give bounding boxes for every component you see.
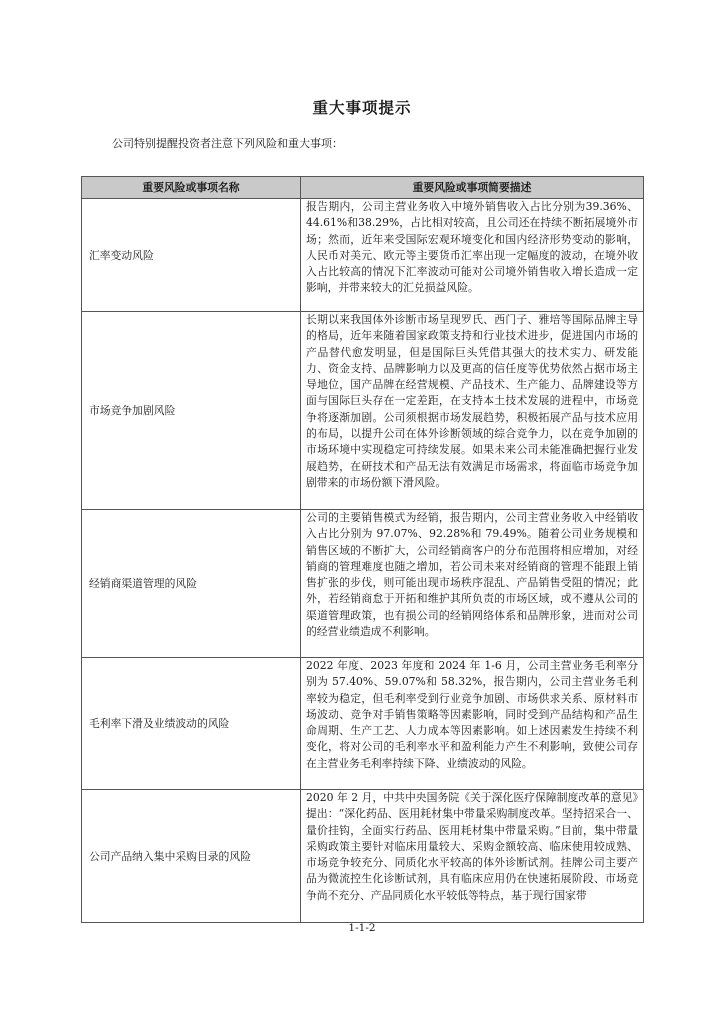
risk-name: 汇率变动风险 [82,199,301,312]
intro-text: 公司特别提醒投资者注意下列风险和重大事项： [112,137,343,150]
page-number: 1-1-2 [348,922,376,934]
table-row [82,790,644,923]
table-row [82,658,644,790]
table-header-row [82,177,644,199]
risk-desc: 长期以来我国体外诊断市场呈现罗氏、西门子、雅培等国际品牌主导的格局，近年来随着国家政策支持和行业技术进步，促进国内市场的产品替代愈发明显，但是国际巨头凭借其强大的技术实力、研发能力、资金支持、品牌影响力以及更高的信任度等优势依然占据市场主导地位，国产品牌在经营规模、产品技术、生产能力、品牌建设等方面与国际巨头存在一定差距，在支持本土技术发展的进程中，市场竞争将逐渐加剧。公司须根据市场发展趋势，积极拓展产品与技术应用的布局，以提升公司在体外诊断领域的综合竞争力，以在竞争加剧的市场环境中实现稳定可持续发展。如果未来公司未能准确把握行业发展趋势，在研技术和产品无法有效满足市场需求，将面临市场竞争加剧带来的市场份额下滑风险。 [301,312,644,510]
risk-desc: 2020 年 2 月，中共中央国务院《关于深化医疗保障制度改革的意见》提出：“深化药品、医用耗材集中带量采购制度改革。坚持招采合一、量价挂钩，全面实行药品、医用耗材集中带量采购。”目前，集中带量采购政策主要针对临床用量较大、采购金额较高、临床使用较成熟、市场竞争较充分、同质化水平较高的体外诊断试剂。挂牌公司主要产品为微流控生化诊断试剂，具有临床应用仍在快速拓展阶段、市场竞争尚不充分、产品同质化水平较低等特点，基于现行国家带 [301,790,644,923]
risk-table [81,176,644,923]
risk-desc: 报告期内，公司主营业务收入中境外销售收入占比分别为39.36%、44.61%和38.29%，占比相对较高，且公司还在持续不断拓展境外市场；然而，近年来受国际宏观环境变化和国内经济形势变动的影响，人民币对美元、欧元等主要货币汇率出现一定幅度的波动，在境外收入占比较高的情况下汇率波动可能对公司境外销售收入增长造成一定影响，并带来较大的汇兑损益风险。 [301,199,644,312]
table-row [82,312,644,510]
risk-desc: 2022 年度、2023 年度和 2024 年 1-6 月，公司主营业务毛利率分别为 57.40%、59.07%和 58.32%，报告期内，公司主营业务毛利率较为稳定，但毛利率受到行业竞争加剧、市场供求关系、原材料市场波动、竞争对手销售策略等因素影响，同时受到产品结构和产品生命周期、生产工艺、人力成本等因素影响。如上述因素发生持续不利变化，将对公司的毛利率水平和盈利能力产生不利影响，致使公司存在主营业务毛利率持续下降、业绩波动的风险。 [301,658,644,790]
page-title: 重大事项提示 [312,99,412,117]
risk-name: 毛利率下滑及业绩波动的风险 [82,658,301,790]
header-risk-desc: 重要风险或事项简要描述 [301,177,644,199]
risk-name: 公司产品纳入集中采购目录的风险 [82,790,301,923]
risk-name: 市场竞争加剧风险 [82,312,301,510]
table-row [82,199,644,312]
header-risk-name: 重要风险或事项名称 [82,177,301,199]
table-row [82,510,644,658]
risk-name: 经销商渠道管理的风险 [82,510,301,658]
risk-desc: 公司的主要销售模式为经销，报告期内，公司主营业务收入中经销收入占比分别为 97.07%、92.28%和 79.49%。随着公司业务规模和销售区域的不断扩大，公司经销商客户的分布范围将相应增加，对经销商的管理难度也随之增加，若公司未来对经销商的管理不能跟上销售扩张的步伐，则可能出现市场秩序混乱、产品销售受阻的情况；此外，若经销商怠于开拓和维护其所负责的市场区域，或不遵从公司的渠道管理政策，也有损公司的经销网络体系和品牌形象，进而对公司的经营业绩造成不利影响。 [301,510,644,658]
